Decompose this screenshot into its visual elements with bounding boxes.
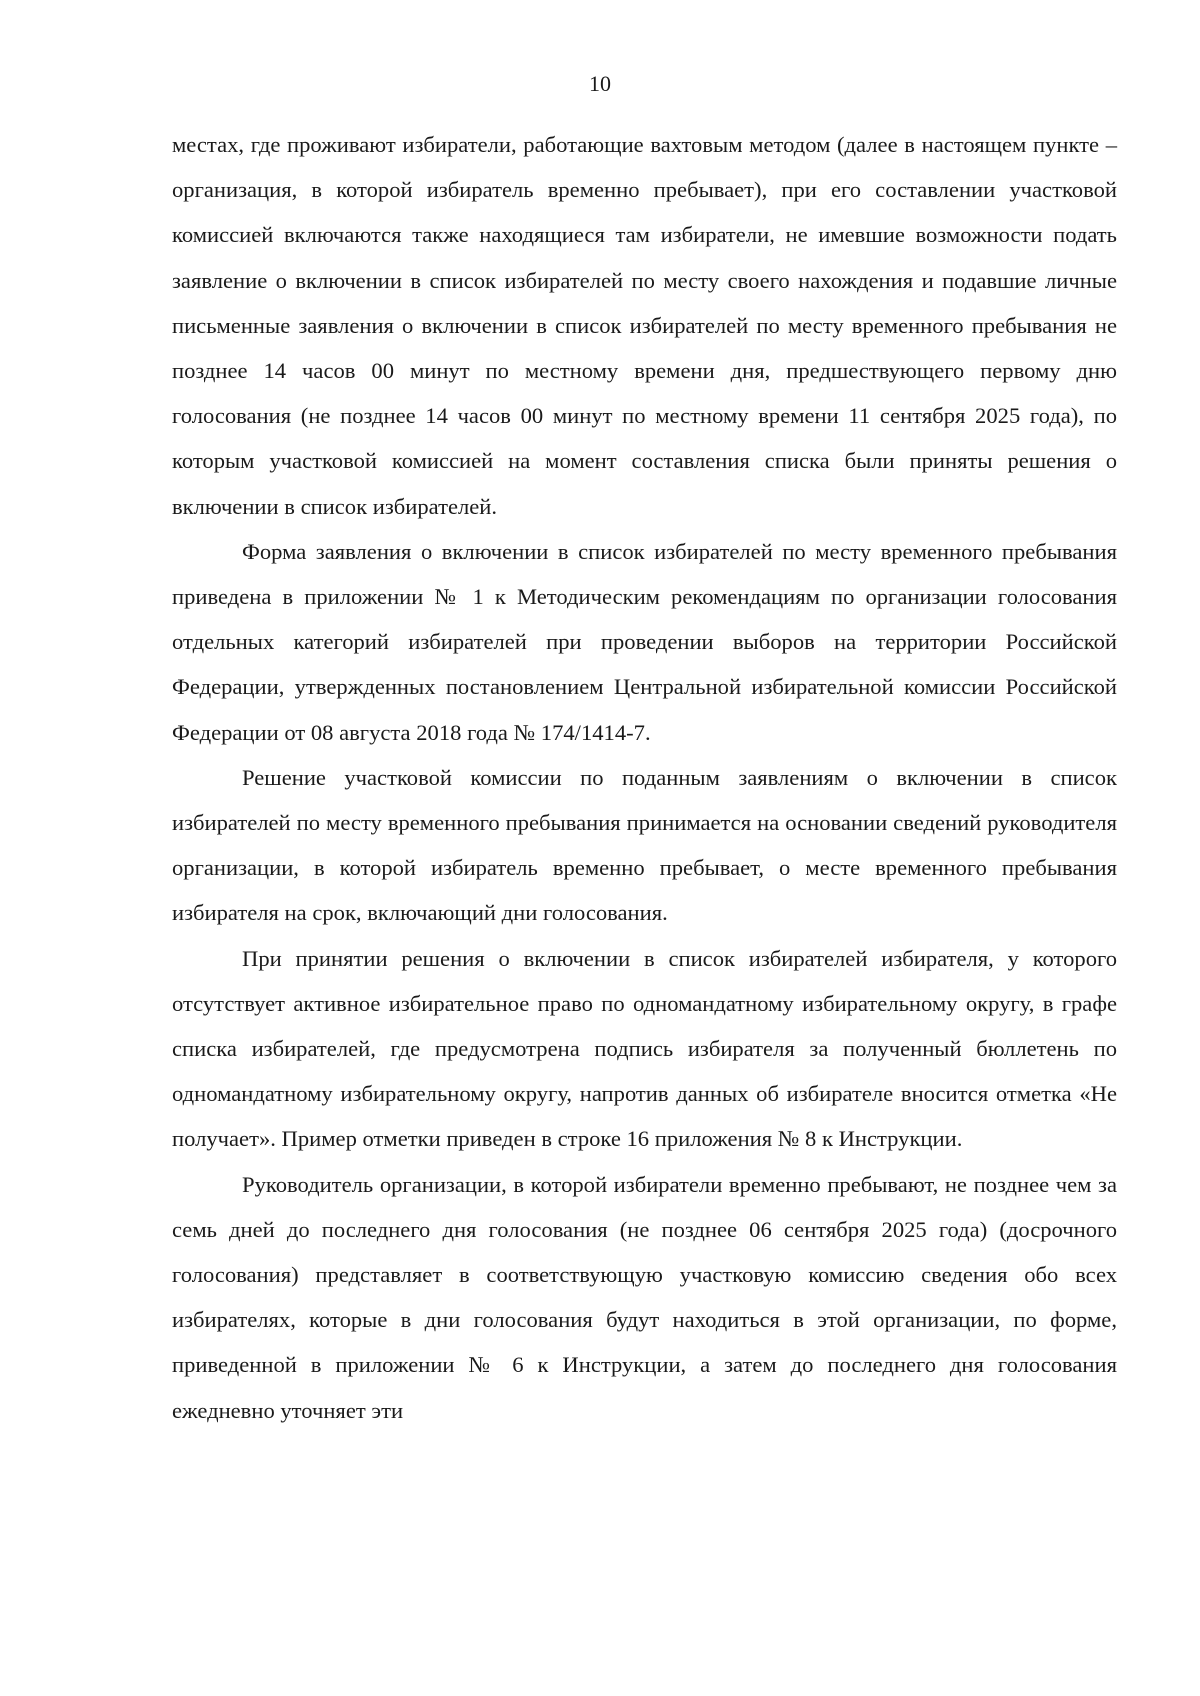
paragraph-commission-decision: Решение участковой комиссии по поданным заявлениям о включении в список избирателей по месту временного пребывания принимается на основании сведений руководителя организации, в которой избиратель временно пребывает, о месте временного пребывания избирателя на срок, включающий дни голосования. bbox=[172, 764, 1117, 926]
page-number: 10 bbox=[589, 71, 611, 96]
paragraph-continuation: местах, где проживают избиратели, работающие вахтовым методом (далее в настоящем пункте – организация, в которой избиратель временно пребывает), при его составлении участковой комиссией включаются также находящиеся там избиратели, не имевшие возможности подать заявление о включении в список избирателей по месту своего нахождения и подавшие личные письменные заявления о включении в список избирателей по месту временного пребывания не позднее 14 часов 00 минут по местному времени дня, предшествующего первому дню голосования (не позднее 14 часов 00 минут по местному времени 11 сентября 2025 года), по которым участковой комиссией на момент составления списка были приняты решения о включении в список избирателей. bbox=[172, 132, 1117, 519]
document-body bbox=[172, 122, 1117, 1433]
paragraph-not-received-mark: При принятии решения о включении в список избирателей избирателя, у которого отсутствует активное избирательное право по одномандатному избирательному округу, в графе списка избирателей, где предусмотрена подпись избирателя за полученный бюллетень по одномандатному избирательному округу, напротив данных об избирателе вносится отметка «Не получает». Пример отметки приведен в строке 16 приложения № 8 к Инструкции. bbox=[172, 945, 1117, 1152]
paragraph-application-form: Форма заявления о включении в список избирателей по месту временного пребывания приведена в приложении № 1 к Методическим рекомендациям по организации голосования отдельных категорий избирателей при проведении выборов на территории Российской Федерации, утвержденных постановлением Центральной избирательной комиссии Российской Федерации от 08 августа 2018 года № 174/1414-7. bbox=[172, 538, 1117, 745]
paragraph-organization-head: Руководитель организации, в которой избиратели временно пребывают, не позднее чем за семь дней до последнего дня голосования (не позднее 06 сентября 2025 года) (досрочного голосования) представляет в соответствующую участковую комиссию сведения обо всех избирателях, которые в дни голосования будут находиться в этой организации, по форме, приведенной в приложении № 6 к Инструкции, а затем до последнего дня голосования ежедневно уточняет эти bbox=[172, 1171, 1117, 1423]
